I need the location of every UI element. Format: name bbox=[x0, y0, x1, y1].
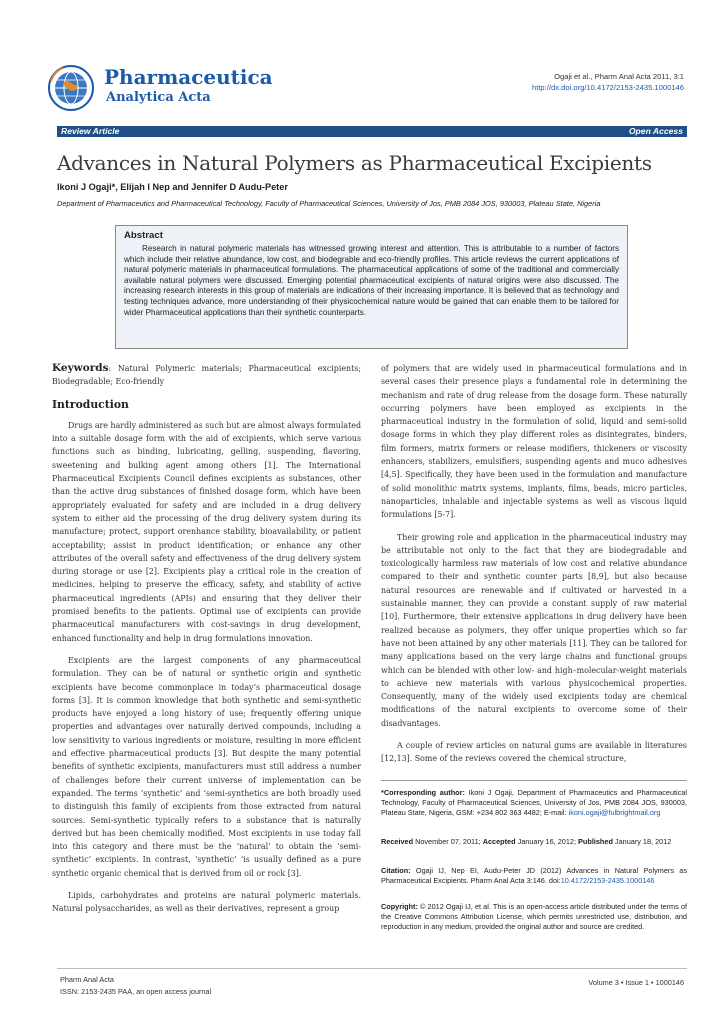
header-doi-link[interactable]: http://dx.doi.org/10.4172/2153-2435.1000146 bbox=[531, 83, 684, 92]
body-paragraph: A couple of review articles on natural gums are available in literatures [12,13]. Some of the reviews covered the chemical structure, bbox=[381, 741, 687, 764]
footer-volume: Volume 3 • Issue 1 • 1000146 bbox=[588, 978, 684, 987]
body-paragraph: Excipients are the largest components of any pharmaceutical formulation. They can be of natural or synthetic origin and synthetic excipients have become commonplace in today’s pharmaceutical dosage forms [3]. It is common knowledge that both synthetic and semi-synthetic products have enjoyed a long history of use; frequently offering unique properties and advantages over naturally derived compounds, including a low sensitivity to various ingredients or moisture, resulting in more efficient and effective pharmaceutical products [3]. But despite the many potential benefits of synthetic excipients, manufacturers must still address a number of challenges before their current universe of implementation can be expanded. The terms ‘synthetic’ and ‘semi-synthetics are both broadly used to distinguish this family of excipients from those extracted from natural sources. Semi-synthetic typically refers to a substance that is naturally derived but has been chemically modified. Most excipients in use today fall into this category and there must be the ‘natural’ to obtain the ‘semi-synthetic’ excipients. In contrast, ‘synthetic’ ‘is usually defined as a pure synthetic organic chemical that is derived from oil or rock [3]. bbox=[52, 655, 361, 878]
keywords bbox=[52, 362, 361, 389]
author-email-link[interactable]: ikoni.ogaji@fulbrightmail.org bbox=[568, 808, 661, 818]
citation-doi-link[interactable]: 10.4172/2153-2435.1000146 bbox=[560, 876, 655, 886]
header-citation-line: Ogaji et al., Pharm Anal Acta 2011, 3:1 bbox=[554, 72, 684, 81]
abstract-text: Research in natural polymeric materials has witnessed growing interest and attention. This is attributable to a number of factors which include their relative abundance, low cost, and biodegrable and eco-friendly profiles. This article reviews the current applications of natural polymeric materials in pharmaceutical formulations. The pharmaceutical applications of some of the traditional and commercially available natural polymers were discussed. Emerging potential pharmaceutical excipients of natural origins were also discussed. The increasing research interests in this group of materials are indications of their increasing importance. It is believed that as technology and testing techniques advance, more understanding of their physicochemical nature would be gained that can enable them to be tailored for wider Pharmaceutical applications than their synthetic counterparts. bbox=[124, 244, 619, 317]
citation-text: Ogaji IJ, Nep EI, Audu-Peter JD (2012) Advances in Natural Polymers as Pharmaceutical Excipients. Pharm Anal Acta 3:146. doi: bbox=[381, 866, 687, 886]
copyright-text: © 2012 Ogaji IJ, et al. This is an open-access article distributed under the terms of the Creative Commons Attribution License, which permits unrestricted use, distribution, and reproduction in any medium, provided the original author and source are credited. bbox=[381, 902, 687, 932]
article-affiliation: Department of Pharmaceutics and Pharmaceutical Technology, Faculty of Pharmaceutical Sciences, University of Jos, PMB 2084 JOS, 930003, Plateau State, Nigeria bbox=[57, 199, 601, 208]
corresponding-author-label: *Corresponding author: bbox=[381, 788, 465, 797]
article-authors: Ikoni J Ogaji*, Elijah I Nep and Jennifer D Audu-Peter bbox=[57, 182, 288, 192]
received-date: November 07, 2011; bbox=[413, 837, 483, 846]
abstract-box bbox=[115, 225, 628, 349]
article-type-label: Review Article bbox=[61, 126, 120, 136]
article-type-banner bbox=[57, 126, 687, 137]
corresponding-author-text: Ikoni J Ogaji, Department of Pharmaceutics and Pharmaceutical Technology, Faculty of Pharmaceutical Sciences, University of Jos, PMB 2084 JOS, 930003, Plateau State, Nigeria, GSM: +234 802 363 4482; E-mail: bbox=[381, 788, 688, 818]
body-paragraph: Drugs are hardly administered as such but are almost always formulated into a suitable dosage form with the aid of excipients, which serve various functions such as binding, lubricating, gelling, suspending, flavoring, sweetening and bulking agent among others [1]. The International Pharmaceutical Excipients Council defines excipients as substances, other than the active drug substances of finished dosage form, which have been appropriately evaluated for safety and are included in a drug delivery system to either aid the processing of the drug delivery system during its manufacture; protect, support orenhance stability, bioavailability, or patient acceptability; assist in product identification; or enhance any other attributes of the overall safety and effectiveness of the drug delivery system during storage or use [2]. Excipients play a critical role in the creation of medicines, helping to preserve the efficacy, safety, and stability of active pharmaceutical ingredients (APIs) and ensuring that they deliver their promised benefits to the patients. Optimal use of excipients can provide pharmaceutical manufacturers with cost-savings in drug development, enhanced functionality and help in drug formulations innovation. bbox=[52, 420, 361, 643]
body-paragraph: of polymers that are widely used in pharmaceutical formulations and in several cases their presence plays a fundamental role in determining the mechanism and rate of drug release from the dosage form. These naturally occurring polymers have been employed as excipients in the pharmaceutical industry in the formulation of solid, liquid and semi-solid dosage forms in which they play different roles as disintegrates, binders, film formers, matrix formers or release modifiers, thickeners or viscosity enhancers, stabilizers, emulsifiers, suspending agents and muco adhesives [4,5]. Specifically, they have been used in the formulation and manufacture of solid monolithic matrix systems, implants, films, beads, micro particles, nanoparticles, inhalable and injectable systems as well as viscous liquid formulations [5-7]. bbox=[381, 364, 687, 520]
footer-divider bbox=[57, 968, 687, 969]
body-paragraph: Their growing role and application in the pharmaceutical industry may be attributable not only to the fact that they are biodegradable and toxicologically harmless raw materials of low cost and relative abundance compared to their and synthetic counter parts [8,9], but also because natural resources are renewable and if cultivated or harvested in a sustainable manner, they can provide a constant supply of raw material [10]. Furthermore, their extensive applications in drug delivery have been realized because as polymers, they offer unique properties which so far have not been attained by any other materials [11]. They can be tailored for many applications based on the very large chains and functional groups which can be blended with other low- and high–molecular-weight materials to achieve new materials with various physicochemical properties. Consequently, many of the widely used excipients today are chemical modifications of the natural excipients to overcome some of their disadvantages. bbox=[381, 532, 687, 728]
open-access-label: Open Access bbox=[628, 126, 683, 136]
copyright-label: Copyright: bbox=[381, 902, 418, 911]
abstract-heading: Abstract bbox=[124, 230, 163, 241]
footer-journal-abbrev: Pharm Anal Acta bbox=[60, 975, 114, 984]
keywords-label: Keywords bbox=[52, 362, 109, 374]
footer-left bbox=[60, 974, 211, 998]
article-title: Advances in Natural Polymers as Pharmaceutical Excipients bbox=[57, 151, 652, 175]
citation-label: Citation: bbox=[381, 866, 411, 875]
citation-note bbox=[381, 866, 687, 886]
journal-subname: Analytica Acta bbox=[106, 90, 211, 105]
right-column bbox=[381, 362, 687, 775]
body-paragraph: Lipids, carbohydrates and proteins are natural polymeric materials. Natural polysaccharides, as well as their derivatives, represent a group bbox=[52, 890, 361, 914]
published-label: Published bbox=[578, 837, 613, 846]
introduction-heading: Introduction bbox=[52, 397, 129, 411]
notes-divider bbox=[381, 780, 687, 781]
journal-logo-globe-icon bbox=[46, 63, 96, 113]
copyright-note bbox=[381, 902, 687, 933]
article-dates bbox=[381, 837, 687, 847]
received-label: Received bbox=[381, 837, 414, 846]
footer-issn: ISSN: 2153-2435 PAA, an open access journal bbox=[60, 987, 212, 996]
journal-name: Pharmaceutica bbox=[104, 65, 273, 89]
accepted-date: January 16, 2012; bbox=[515, 837, 579, 846]
keywords-text: : Natural Polymeric materials; Pharmaceutical excipients; Biodegradable; Eco-friendly bbox=[52, 364, 361, 387]
published-date: January 18, 2012 bbox=[612, 837, 672, 846]
left-column bbox=[52, 362, 361, 925]
accepted-label: Accepted bbox=[482, 837, 516, 846]
header-citation bbox=[384, 71, 684, 93]
corresponding-author-note bbox=[381, 788, 687, 819]
